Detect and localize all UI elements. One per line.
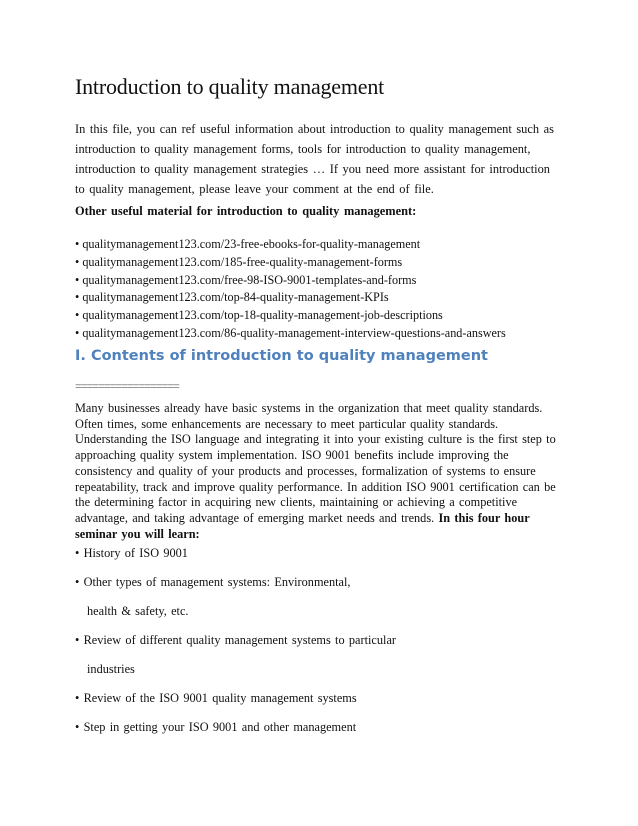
body-bold-text: In this four hour seminar you will learn: — [75, 510, 530, 541]
document-title: Introduction to quality management — [75, 74, 385, 99]
bullet-item-continuation: health & safety, etc. — [87, 604, 189, 618]
material-link[interactable]: • qualitymanagement123.com/top-18-quality-management-job-descriptions — [75, 307, 506, 325]
material-link[interactable]: • qualitymanagement123.com/23-free-ebooks-for-quality-management — [75, 236, 506, 254]
material-link[interactable]: • qualitymanagement123.com/free-98-ISO-9001-templates-and-forms — [75, 272, 506, 290]
bullet-item-continuation: industries — [87, 662, 135, 676]
material-link[interactable]: • qualitymanagement123.com/top-84-quality-management-KPIs — [75, 289, 506, 307]
bullet-item: • Review of different quality management systems to particular — [75, 633, 397, 647]
intro-paragraph: In this file, you can ref useful information about introduction to quality management such as introduction to quality management forms, tools for introduction to quality management, introduction to quality management strategies … If you need more assistant for introduction to quality management, please leave your comment at the end of file. — [75, 122, 554, 196]
separator-line: ================== — [75, 379, 179, 393]
body-text: Many businesses already have basic systems in the organization that meet quality standards. Often times, some enhancements are necessary to meet particular quality standards. Understanding the ISO language and integrating it into your existing culture is the first step to approaching quality system implementation. ISO 9001 benefits include improving the consistency and quality of your products and processes, formalization of systems to ensure repeatability, track and improve quality performance. In addition ISO 9001 certification can be the determining factor in acquiring new clients, maintaining or achieving a competitive advantage, and taking advantage of emerging market needs and trends. — [75, 401, 556, 525]
section-heading: I. Contents of introduction to quality management — [75, 348, 488, 364]
body-paragraph — [75, 401, 565, 542]
bullet-item: • Other types of management systems: Environmental, — [75, 575, 351, 589]
bullet-item: • Step in getting your ISO 9001 and other management — [75, 720, 357, 734]
learning-bullet-list — [75, 545, 396, 748]
material-link[interactable]: • qualitymanagement123.com/86-quality-management-interview-questions-and-answers — [75, 325, 506, 343]
bullet-item: • Review of the ISO 9001 quality management systems — [75, 691, 357, 705]
other-material-heading: Other useful material for introduction to quality management: — [75, 204, 417, 218]
material-link[interactable]: • qualitymanagement123.com/185-free-quality-management-forms — [75, 254, 506, 272]
bullet-item: • History of ISO 9001 — [75, 546, 188, 560]
material-link-list — [75, 236, 506, 343]
